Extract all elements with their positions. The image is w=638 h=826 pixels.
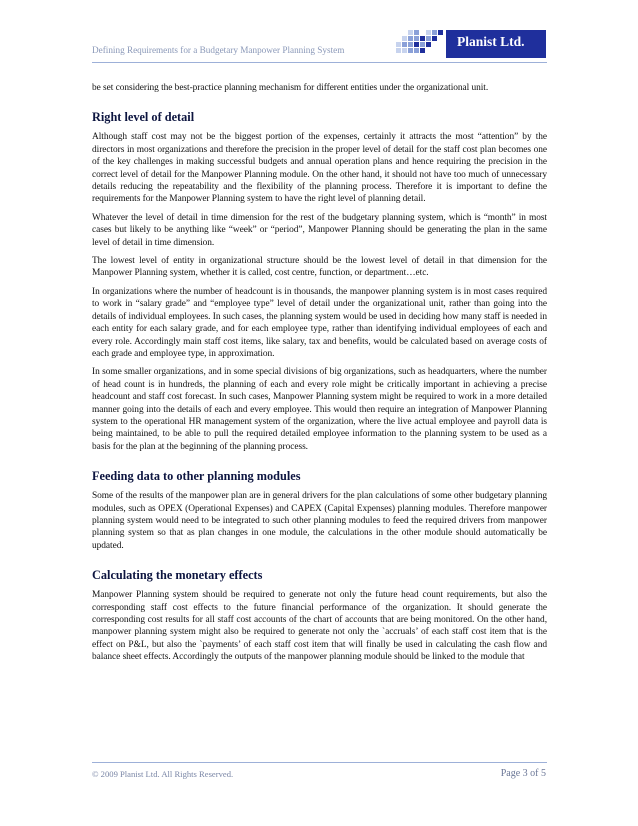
mosaic-tile [402,42,407,47]
mosaic-tile [420,42,425,47]
paragraph: Whatever the level of detail in time dimension for the rest of the budgetary planning system, which is “month” in most cases but likely to be anything like “week” or “period”, Manpower Planning should be generating the plan in the same level of detail in time dimension. [92,212,547,248]
mosaic-tile [426,30,431,35]
mosaic-tile [432,30,437,35]
mosaic-tile [414,30,419,35]
mosaic-tile [396,42,401,47]
paragraph: Manpower Planning system should be required to generate not only the future head count requirements, but also the corresponding staff cost effects to the future financial performance of the organization. It should generate the corresponding cost results for all staff cost accounts of the chart of accounts that are being monitored. On the other hand, manpower planning system might also be required to generate not only the `accruals’ of each staff cost item that is the effect on P&L, but also the `payments’ of each staff cost item that will finally be used in calculating the cash flow and balance sheet effects. Accordingly the outputs of the manpower planning module should be linked to the module that [92,590,547,663]
section-heading-level-of-detail: Right level of detail [92,110,195,125]
mosaic-tile [426,36,431,41]
mosaic-tile [408,36,413,41]
mosaic-tile [402,48,407,53]
mosaic-tile [408,48,413,53]
document-body [92,82,547,670]
mosaic-tile [420,36,425,41]
mosaic-tile [438,30,443,35]
copyright-notice: © 2009 Planist Ltd. All Rights Reserved. [92,769,234,779]
mosaic-tile [396,48,401,53]
mosaic-tile [420,48,425,53]
page-number: Page 3 of 5 [500,768,546,779]
section-heading-monetary-effects: Calculating the monetary effects [92,568,263,583]
paragraph: In some smaller organizations, and in some special divisions of big organizations, such as headquarters, where the number of head count is in hundreds, the planning of each and every role might be critically important in achieving a precise headcount and staff cost forecast. In such cases, Manpower Planning system might be required to work in a more detailed manner going into the details of each and every employee. This would then require an integration of Manpower Planning system to the operational HR management system of the organization, where the live actual employee and payroll data is being maintained, to be able to pull the required detailed employee information to the planning system to be used as a basis for the plan at the beginning of the planning process. [92,367,547,452]
mosaic-tile [414,36,419,41]
paragraph: Some of the results of the manpower plan are in general drivers for the plan calculations of some other budgetary planning modules, such as OPEX (Operational Expenses) and CAPEX (Capital Expenses) planning modules. Therefore manpower planning system would need to be integrated to such other planning modules to feed the required drivers from manpower planning system so that as plan changes in one module, the calculations in the other module should automatically be updated. [92,491,547,551]
document-title: Defining Requirements for a Budgetary Manpower Planning System [92,45,345,55]
mosaic-tile [426,42,431,47]
mosaic-tile [414,48,419,53]
header-divider [92,62,547,63]
mosaic-tile [432,36,437,41]
intro-paragraph: be set considering the best-practice planning mechanism for different entities under the organizational unit. [92,83,489,93]
footer-divider [92,762,547,763]
mosaic-tile [408,30,413,35]
mosaic-tile [408,42,413,47]
paragraph: Although staff cost may not be the biggest portion of the expenses, certainly it attracts the most “attention” by the directors in most organizations and therefore the precision in the proper level of detail for the staff cost plan becomes one of the key challenges in making successful budgets and annual operation plans and hence requiring the precision in the correct level of detail for the Manpower Planning module. On the other hand, it should not have too much of unnecessary details reducing the repeatability and the flexibility of the planning process. Therefore it is important to define the requirements for the Manpower Planning system to have the right level of planning detail. [92,132,547,205]
paragraph: In organizations where the number of headcount is in thousands, the manpower planning system is in most cases required to work in “salary grade” and “employee type” level of detail under the organizational unit, rather than going into the details of individual employees. In such cases, the planning system would be used in deciding how many staff is needed in each entity for each salary grade, and for each employee type, rather than identifying individual employees of each and every role. Accordingly main staff cost items, like salary, tax and benefits, would be calculated based on average costs of each grade and employee type, in approximation. [92,286,547,359]
paragraph: The lowest level of entity in organizational structure should be the lowest level of detail in that dimension for the Manpower Planning system, whether it is called, cost centre, function, or department…etc. [92,256,547,279]
brand-name: Planist Ltd. [457,34,525,49]
mosaic-tile [402,36,407,41]
mosaic-tile [414,42,419,47]
section-heading-feeding-data: Feeding data to other planning modules [92,469,301,484]
